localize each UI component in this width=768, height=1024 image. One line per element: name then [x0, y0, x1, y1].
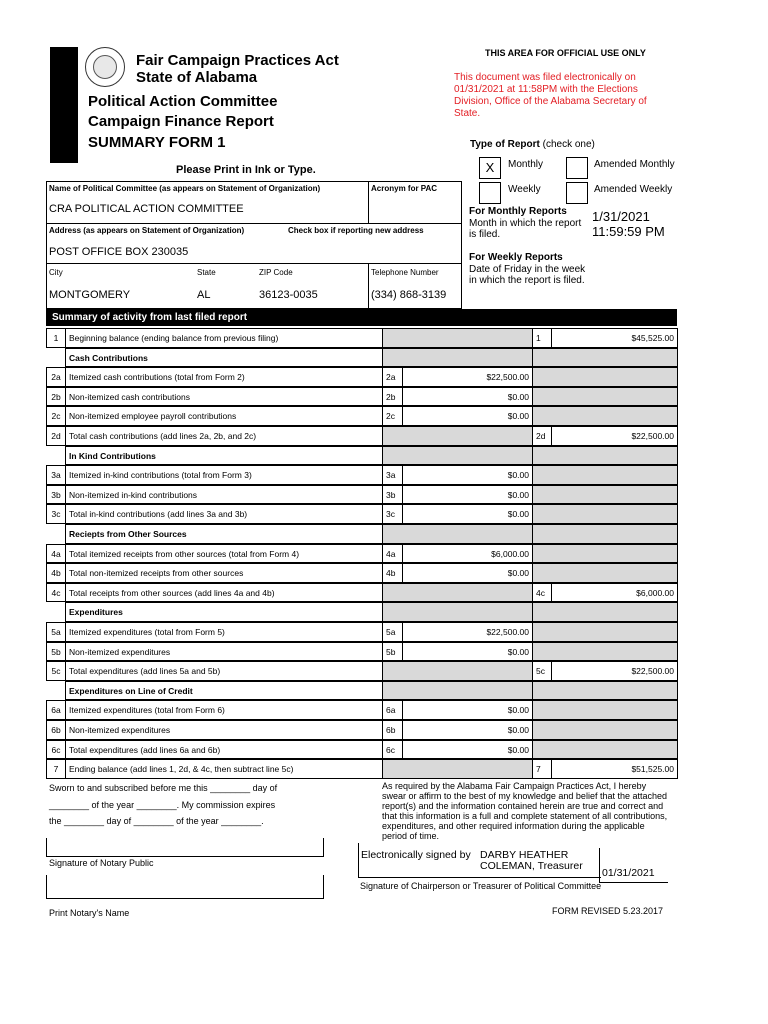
- table-row: [46, 740, 677, 760]
- right-gray: [532, 504, 678, 524]
- right-gray: [532, 700, 678, 720]
- form-revised: FORM REVISED 5.23.2017: [552, 906, 664, 916]
- line-description: Total in-kind contributions (add lines 3a and 3b): [65, 504, 383, 524]
- right-gray: [532, 485, 678, 505]
- line-description: Total expenditures (add lines 5a and 5b): [65, 661, 383, 681]
- section-title: Expenditures: [65, 602, 383, 622]
- section-title: In Kind Contributions: [65, 446, 383, 466]
- title-report: Campaign Finance Report: [88, 113, 274, 130]
- line-description: Non-itemized cash contributions: [65, 387, 383, 407]
- monthly-reports-desc: Month in which the report is filed.: [469, 218, 582, 240]
- table-row: [46, 544, 677, 564]
- mid-amount-field[interactable]: $0.00: [402, 465, 533, 485]
- monthly-checkbox[interactable]: X: [479, 157, 501, 179]
- table-row: [46, 759, 677, 779]
- section-row: [46, 446, 677, 466]
- table-row: [46, 583, 677, 603]
- state-label: State: [197, 268, 216, 277]
- right-line-code: 7: [532, 759, 552, 779]
- mid-line-code: 6a: [382, 700, 403, 720]
- table-row: [46, 328, 677, 348]
- mid-amount-field[interactable]: $0.00: [402, 504, 533, 524]
- line-number: 5b: [46, 642, 66, 662]
- mid-line-code: 2c: [382, 406, 403, 426]
- mid-amount-field[interactable]: $6,000.00: [402, 544, 533, 564]
- weekly-label: Weekly: [508, 184, 541, 195]
- line-number: 6c: [46, 740, 66, 760]
- mid-amount-field[interactable]: $0.00: [402, 700, 533, 720]
- line-description: Total itemized receipts from other sources (total from Form 4): [65, 544, 383, 564]
- section-gray-mid: [382, 524, 533, 544]
- line-description: Non-itemized in-kind contributions: [65, 485, 383, 505]
- right-line-code: 5c: [532, 661, 552, 681]
- notary-name-field[interactable]: [46, 875, 324, 899]
- line-number: 4b: [46, 563, 66, 583]
- section-gray-right: [532, 446, 678, 466]
- mid-line-code: 2a: [382, 367, 403, 387]
- amended-monthly-label: Amended Monthly: [594, 159, 675, 170]
- mid-line-code: 3c: [382, 504, 403, 524]
- title-state: State of Alabama: [136, 69, 258, 86]
- mid-line-code: 4a: [382, 544, 403, 564]
- section-row: [46, 348, 677, 368]
- mid-line-code: 3b: [382, 485, 403, 505]
- address-label: Address (as appears on Statement of Organization): [49, 226, 245, 235]
- mid-line-code: 3a: [382, 465, 403, 485]
- title-act: Fair Campaign Practices Act: [136, 52, 339, 69]
- title-form: SUMMARY FORM 1: [88, 134, 226, 151]
- section-gray-right: [532, 348, 678, 368]
- line-number: 5a: [46, 622, 66, 642]
- right-gray: [532, 387, 678, 407]
- section-row: [46, 524, 677, 544]
- report-type-note: (check one): [542, 139, 595, 150]
- section-gray-right: [532, 681, 678, 701]
- line-number: 7: [46, 759, 66, 779]
- new-address-label: Check box if reporting new address: [288, 226, 424, 235]
- city-field[interactable]: MONTGOMERY: [49, 289, 131, 301]
- sign-date: 01/31/2021: [602, 867, 655, 879]
- section-gray-right: [532, 524, 678, 544]
- right-amount-field[interactable]: $45,525.00: [551, 328, 678, 348]
- filed-notice: This document was filed electronically on 01/31/2021 at 11:58PM with the Elections Division, Office of the Alabama Secretary of State.: [454, 72, 647, 119]
- mid-amount-field[interactable]: $22,500.00: [402, 367, 533, 387]
- mid-amount-field[interactable]: $0.00: [402, 387, 533, 407]
- notary-signature-field[interactable]: [46, 838, 324, 857]
- line-number: 3b: [46, 485, 66, 505]
- mid-amount-field[interactable]: $22,500.00: [402, 622, 533, 642]
- acronym-field[interactable]: [371, 196, 460, 221]
- right-gray: [532, 544, 678, 564]
- line-number: 6b: [46, 720, 66, 740]
- phone-field[interactable]: (334) 868-3139: [371, 289, 447, 301]
- right-gray: [532, 563, 678, 583]
- line-description: Itemized cash contributions (total from Form 2): [65, 367, 383, 387]
- right-amount-field[interactable]: $22,500.00: [551, 426, 678, 446]
- section-gray-mid: [382, 348, 533, 368]
- line-description: Itemized expenditures (total from Form 5): [65, 622, 383, 642]
- line-number: 3a: [46, 465, 66, 485]
- report-type-title: Type of Report: [470, 139, 540, 150]
- weekly-reports-heading: For Weekly Reports: [469, 252, 563, 263]
- right-line-code: 1: [532, 328, 552, 348]
- notary-name-label: Print Notary's Name: [49, 908, 130, 918]
- right-gray: [532, 406, 678, 426]
- right-amount-field[interactable]: $51,525.00: [551, 759, 678, 779]
- right-gray: [532, 740, 678, 760]
- right-line-code: 2d: [532, 426, 552, 446]
- table-row: [46, 504, 677, 524]
- table-row: [46, 426, 677, 446]
- line-description: Total non-itemized receipts from other sources: [65, 563, 383, 583]
- monthly-time: 11:59:59 PM: [592, 224, 665, 239]
- right-gray: [532, 465, 678, 485]
- print-note: Please Print in Ink or Type.: [176, 164, 316, 176]
- mid-amount-field[interactable]: $0.00: [402, 485, 533, 505]
- mid-gray: [382, 759, 533, 779]
- mid-amount-field[interactable]: $0.00: [402, 642, 533, 662]
- line-description: Itemized expenditures (total from Form 6): [65, 700, 383, 720]
- notary-signature-label: Signature of Notary Public: [49, 858, 154, 868]
- table-row: [46, 485, 677, 505]
- line-description: Total receipts from other sources (add lines 4a and 4b): [65, 583, 383, 603]
- line-number: 2c: [46, 406, 66, 426]
- mid-line-code: 6c: [382, 740, 403, 760]
- committee-name-field[interactable]: CRA POLITICAL ACTION COMMITTEE: [49, 203, 244, 215]
- line-number: 2b: [46, 387, 66, 407]
- section-row: [46, 602, 677, 622]
- amended-weekly-checkbox[interactable]: [566, 182, 588, 204]
- section-title: Cash Contributions: [65, 348, 383, 368]
- state-field[interactable]: AL: [197, 289, 211, 301]
- line-description: Ending balance (add lines 1, 2d, & 4c, then subtract line 5c): [65, 759, 383, 779]
- acronym-divider: [368, 181, 369, 224]
- table-row: [46, 642, 677, 662]
- mid-line-code: 5a: [382, 622, 403, 642]
- weekly-checkbox[interactable]: [479, 182, 501, 204]
- side-label: WEEKLY & MONTHLY: [2, 72, 42, 138]
- treasurer-signature-label: Signature of Chairperson or Treasurer of Political Committee: [360, 881, 602, 891]
- section-gray-mid: [382, 446, 533, 466]
- mid-line-code: 2b: [382, 387, 403, 407]
- right-line-code: 4c: [532, 583, 552, 603]
- line-description: Non-itemized expenditures: [65, 720, 383, 740]
- zip-label: ZIP Code: [259, 268, 293, 277]
- mid-gray: [382, 328, 533, 348]
- mid-line-code: 4b: [382, 563, 403, 583]
- line-description: Beginning balance (ending balance from previous filing): [65, 328, 383, 348]
- table-row: [46, 406, 677, 426]
- report-type-heading: [470, 139, 595, 150]
- seal-center: [93, 55, 117, 79]
- section-gray-right: [532, 602, 678, 622]
- right-amount-field[interactable]: $22,500.00: [551, 661, 678, 681]
- address-divider: [46, 263, 462, 264]
- line-number: 4c: [46, 583, 66, 603]
- line-number: 2a: [46, 367, 66, 387]
- acronym-label: Acronym for PAC: [371, 184, 438, 193]
- mid-line-code: 5b: [382, 642, 403, 662]
- right-gray: [532, 642, 678, 662]
- zip-field[interactable]: 36123-0035: [259, 289, 318, 301]
- mid-amount-field[interactable]: $0.00: [402, 740, 533, 760]
- mid-line-code: 6b: [382, 720, 403, 740]
- table-row: [46, 387, 677, 407]
- section-gray-mid: [382, 602, 533, 622]
- title-pac: Political Action Committee: [88, 93, 278, 110]
- line-number: 6a: [46, 700, 66, 720]
- table-row: [46, 465, 677, 485]
- sworn-line-1: Sworn to and subscribed before me this ________ day of: [49, 783, 278, 793]
- line-description: Itemized in-kind contributions (total from Form 3): [65, 465, 383, 485]
- address-field[interactable]: POST OFFICE BOX 230035: [49, 246, 189, 258]
- sworn-line-3: the ________ day of ________ of the year ________.: [49, 816, 264, 826]
- section-title: Expenditures on Line of Credit: [65, 681, 383, 701]
- table-row: [46, 720, 677, 740]
- phone-divider: [368, 263, 369, 309]
- mid-amount-field[interactable]: $0.00: [402, 563, 533, 583]
- right-gray: [532, 367, 678, 387]
- line-description: Total expenditures (add lines 6a and 6b): [65, 740, 383, 760]
- line-description: Non-itemized employee payroll contributions: [65, 406, 383, 426]
- line-number: 5c: [46, 661, 66, 681]
- mid-amount-field[interactable]: $0.00: [402, 406, 533, 426]
- line-description: Non-itemized expenditures: [65, 642, 383, 662]
- amended-weekly-label: Amended Weekly: [594, 184, 673, 195]
- table-row: [46, 563, 677, 583]
- form-side-bar: [50, 47, 78, 163]
- table-row: [46, 622, 677, 642]
- mid-gray: [382, 583, 533, 603]
- line-number: 3c: [46, 504, 66, 524]
- section-row: [46, 681, 677, 701]
- affirmation-text: As required by the Alabama Fair Campaign Practices Act, I hereby swear or affirm to the best of my knowledge and belief that the attached report(s) and the information contained herein are true and correct and that this information is a full and complete statement of all contributions, expenditures, and other required information during the applicable period of time.: [382, 781, 668, 841]
- table-row: [46, 700, 677, 720]
- signer-name: DARBY HEATHER: [480, 849, 569, 861]
- mid-gray: [382, 661, 533, 681]
- table-row: [46, 661, 677, 681]
- weekly-reports-desc: Date of Friday in the week in which the report is filed.: [469, 264, 586, 286]
- section-title: Reciepts from Other Sources: [65, 524, 383, 544]
- summary-header: Summary of activity from last filed report: [46, 309, 677, 326]
- name-divider: [46, 223, 462, 224]
- right-amount-field[interactable]: $6,000.00: [551, 583, 678, 603]
- amended-monthly-checkbox[interactable]: [566, 157, 588, 179]
- monthly-label: Monthly: [508, 159, 544, 170]
- committee-name-label: Name of Political Committee (as appears on Statement of Organization): [49, 184, 321, 193]
- official-use-title: THIS AREA FOR OFFICIAL USE ONLY: [485, 48, 646, 58]
- city-label: City: [49, 268, 63, 277]
- phone-label: Telephone Number: [371, 268, 439, 277]
- line-number: 2d: [46, 426, 66, 446]
- esigned-label: Electronically signed by: [361, 849, 471, 861]
- right-gray: [532, 720, 678, 740]
- right-gray: [532, 622, 678, 642]
- line-description: Total cash contributions (add lines 2a, 2b, and 2c): [65, 426, 383, 446]
- monthly-date: 1/31/2021: [592, 209, 650, 224]
- sworn-line-2: ________ of the year ________. My commission expires: [49, 800, 276, 810]
- mid-gray: [382, 426, 533, 446]
- signer-title: COLEMAN, Treasurer: [480, 860, 583, 872]
- mid-amount-field[interactable]: $0.00: [402, 720, 533, 740]
- monthly-reports-heading: For Monthly Reports: [469, 206, 567, 217]
- line-number: 4a: [46, 544, 66, 564]
- table-row: [46, 367, 677, 387]
- line-number: 1: [46, 328, 66, 348]
- section-gray-mid: [382, 681, 533, 701]
